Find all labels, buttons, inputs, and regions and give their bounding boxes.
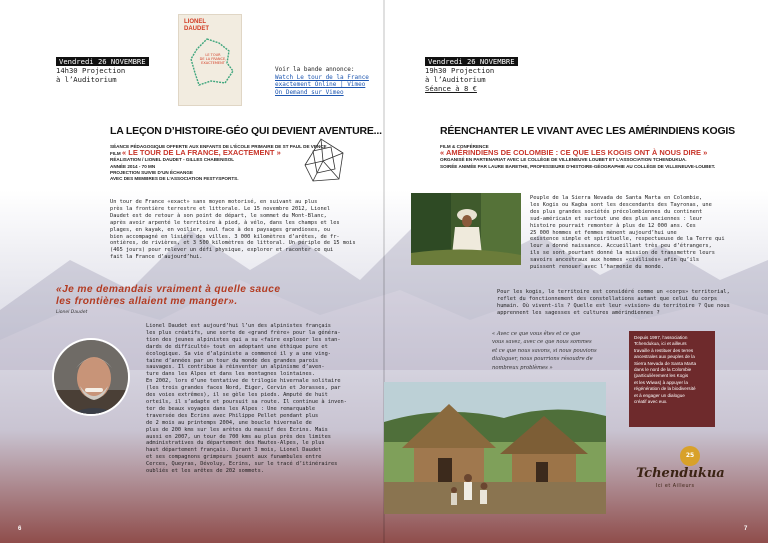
trailer-info bbox=[275, 66, 369, 96]
right-film-meta bbox=[440, 144, 715, 170]
left-section-title: LA LEÇON D’HISTOIRE-GÉO QUI DEVIENT AVENTURE... bbox=[110, 125, 382, 137]
left-body-intro: Un tour de France «exact» sans moyen motorisé, en suivant au plus près la frontière terrestre et littorale. Le 15 novembre 2012, Lionel Daudet est de retour à son point de départ, le sommet du Mont-Blanc, après avoir arpenté le territoire à pied, à vélo, dans les champs et les plages, en kayak, en voilier, seul face à des paysages grandioses, ou bien accompagné en lisière des villes. 3 000 kilomètres d’arêtes, de fr- ontières, de rivières, et 3 500 kilomètres de littoral. Un périple de 15 mois (465 jours) pour relever un défi physique, explorer et raconter ce qui fait la France d’aujourd’hui. bbox=[110, 199, 356, 261]
trailer-link-line3[interactable]: On Demand sur Vimeo bbox=[275, 88, 344, 96]
left-meta-line6: AVEC DES MEMBRES DE L’ASSOCIATION FESTYSPORTS. bbox=[110, 176, 239, 182]
right-body-territory: Pour les kogis, le territoire est considéré comme un «corps» territorial, reflet du fonctionnement des constellations autant que celui du corps humain. Où vivent-ils ? Quelle est leur «vision» du territoire ? Que nous apprennent les sagesses et cultures amérindiennes ? bbox=[497, 289, 730, 316]
trailer-link-line2[interactable]: exactement Online | Vimeo bbox=[275, 81, 366, 88]
left-meta-film: FILM « LE TOUR DE LA FRANCE, EXACTEMENT » bbox=[110, 148, 281, 158]
right-event-date: Vendredi 26 NOVEMBRE bbox=[425, 57, 518, 66]
left-meta-line4: ANNÉE 2014 - 70 MN bbox=[110, 163, 156, 169]
left-event-time: 14h30 Projection bbox=[56, 66, 126, 75]
left-page-number: 6 bbox=[18, 526, 22, 532]
right-event-place: à l’Auditorium bbox=[425, 75, 486, 84]
book-cover bbox=[178, 14, 242, 106]
right-event-price: Séance à 8 € bbox=[425, 84, 477, 93]
logo-name: Tchendukua bbox=[636, 466, 725, 481]
left-body-bio: Lionel Daudet est aujourd’hui l’un des alpinistes français les plus créatifs, une sorte de «grand frère» pour la généra- tion des jeunes alpinistes qui a su «faire exploser les stan- dards de difficulté» tout en adoptant une éthique pure et écologique. Sa vie d’alpiniste a commencé il y a une ving- taine d’années par un tour du monde des grandes parois sauvages. Il contribue à réinventer un alpinisme d’aven- ture dans les Alpes et dans les montagnes lointaines. En 2002, lors d’une tentative de trilogie hivernale solitaire (les trois grandes faces Nord, Eiger, Cervin et Jorasses, par des voies extrêmes), il se gèle les pieds. Amputé de huit orteils, il s’adapte et poursuit sa route. Il continue à inven- ter de beaux voyages dans les Alpes : Une remarquable traversée des Ecrins avec Philippe Pellet pendant plus de 2 mois au printemps 2004, une boucle hivernale de plus de 200 kms sur les arêtes du massif des Ecrins. Mais aussi en 2007, un tour de 700 kms au plus près des limites administratives du département des Hautes-Alpes, le plus haut département français. Durant 3 mois, Lionel Daudet et ses compagnons grimpeurs jouent aux funambules entre Cerces, Queyras, Dévoluy, Ecrins, sur le tracé d’itinéraires oubliés et les arêtes de 202 sommets. bbox=[146, 323, 347, 475]
left-meta-line5: PROJECTION SUIVIE D’UN ÉCHANGE bbox=[110, 169, 193, 175]
right-section-title: RÉENCHANTER LE VIVANT AVEC LES AMÉRINDIENS KOGIS bbox=[440, 125, 735, 137]
left-meta-line1: SÉANCE PÉDAGOGIQUE OFFERTE AUX ENFANTS DE L’ÉCOLE PRIMAIRE DE ST PAUL DE VENCE bbox=[110, 144, 327, 149]
left-event-tag bbox=[56, 57, 149, 84]
left-meta-line3: RÉALISATION / LIONEL DAUDET - GILLES CHABENISOL bbox=[110, 157, 235, 163]
right-body-intro: Peuple de la Sierra Nevada de Santa Marta en Colombie, les Kogis ou Kagba sont les descendants des Tayronas, une des plus grandes sociétés précolombiennes du continent sud-américain et surtout une des plus anciennes : leur histoire pourrait remonter à plus de 12 000 ans. Ces 25 000 hommes et femmes mènent aujourd’hui une existence simple et spirituelle, respectueuse de la Terre qui leur a donné naissance. Accueillant très peu d’étrangers, ils se sont pourtant donné la mission de transmettre leurs savoirs ancestraux aux hommes «civilisés» afin qu’ils puissent renouer avec l’harmonie du monde. bbox=[530, 195, 725, 271]
book-subtitle: LE TOUR DE LA FRANCE, EXACTEMENT bbox=[199, 53, 227, 65]
geodesic-sketch-icon bbox=[301, 135, 347, 185]
left-quote-author: Lionel Daudet bbox=[56, 310, 88, 315]
trailer-link-line1[interactable]: Watch Le tour de la France bbox=[275, 73, 369, 81]
left-film-meta bbox=[110, 144, 327, 182]
right-meta-film: « AMÉRINDIENS DE COLOMBIE : CE QUE LES KOGIS ONT À NOUS DIRE » bbox=[440, 148, 708, 158]
lionel-daudet-portrait bbox=[52, 338, 130, 416]
right-meta-line1: FILM & CONFÉRENCE bbox=[440, 144, 489, 149]
book-author: LIONEL DAUDET bbox=[184, 19, 209, 32]
right-meta-line4: SOIRÉE ANIMÉE PAR LAURE BARETHE, PROFESSEURE D’HISTOIRE-GÉOGRAPHIE AU COLLÈGE DE VILLENEUVE-LOUBET. bbox=[440, 163, 716, 169]
kogi-village-photo bbox=[384, 382, 606, 514]
right-event-time: 19h30 Projection bbox=[425, 66, 495, 75]
kogi-quote: « Avec ce que vous êtes et ce que vous savez, avec ce que nous sommes et ce que nous savons, si nous pouvions dialoguer, nous pourrions résoudre de nombreux problèmes » bbox=[492, 331, 597, 371]
tchendukua-logo bbox=[636, 444, 725, 498]
right-page-number: 7 bbox=[744, 526, 748, 532]
left-pull-quote: «Je me demandais vraiment à quelle sauce les frontières allaient me manger». bbox=[56, 284, 281, 307]
kogi-man-photo bbox=[411, 193, 521, 265]
right-event-tag bbox=[425, 57, 518, 93]
logo-tagline: Ici et Ailleurs bbox=[656, 484, 695, 489]
left-event-place: à l’Auditorium bbox=[56, 75, 117, 84]
anniversary-badge: 25 bbox=[680, 446, 700, 466]
trailer-intro: Voir la bande annonce: bbox=[275, 66, 355, 73]
right-meta-line3: ORGANISÉ EN PARTENARIAT AVEC LE COLLÈGE DE VILLENEUVE LOUBET ET L’ASSOCIATION TCHENDUKUA. bbox=[440, 157, 687, 163]
tchendukua-sidebar: Depuis 1997, l’association Tchendukua, ici et ailleurs travaille à restituer des terres ancestrales aux peuples de la Sierra Nevada de Santa Marta dans le nord de la Colombie (particulièrement les Kogis et les Wiwas) à appuyer la régénération de la biodiversité et à engager un dialogue créatif avec eux. bbox=[629, 331, 715, 427]
left-event-date: Vendredi 26 NOVEMBRE bbox=[56, 57, 149, 66]
